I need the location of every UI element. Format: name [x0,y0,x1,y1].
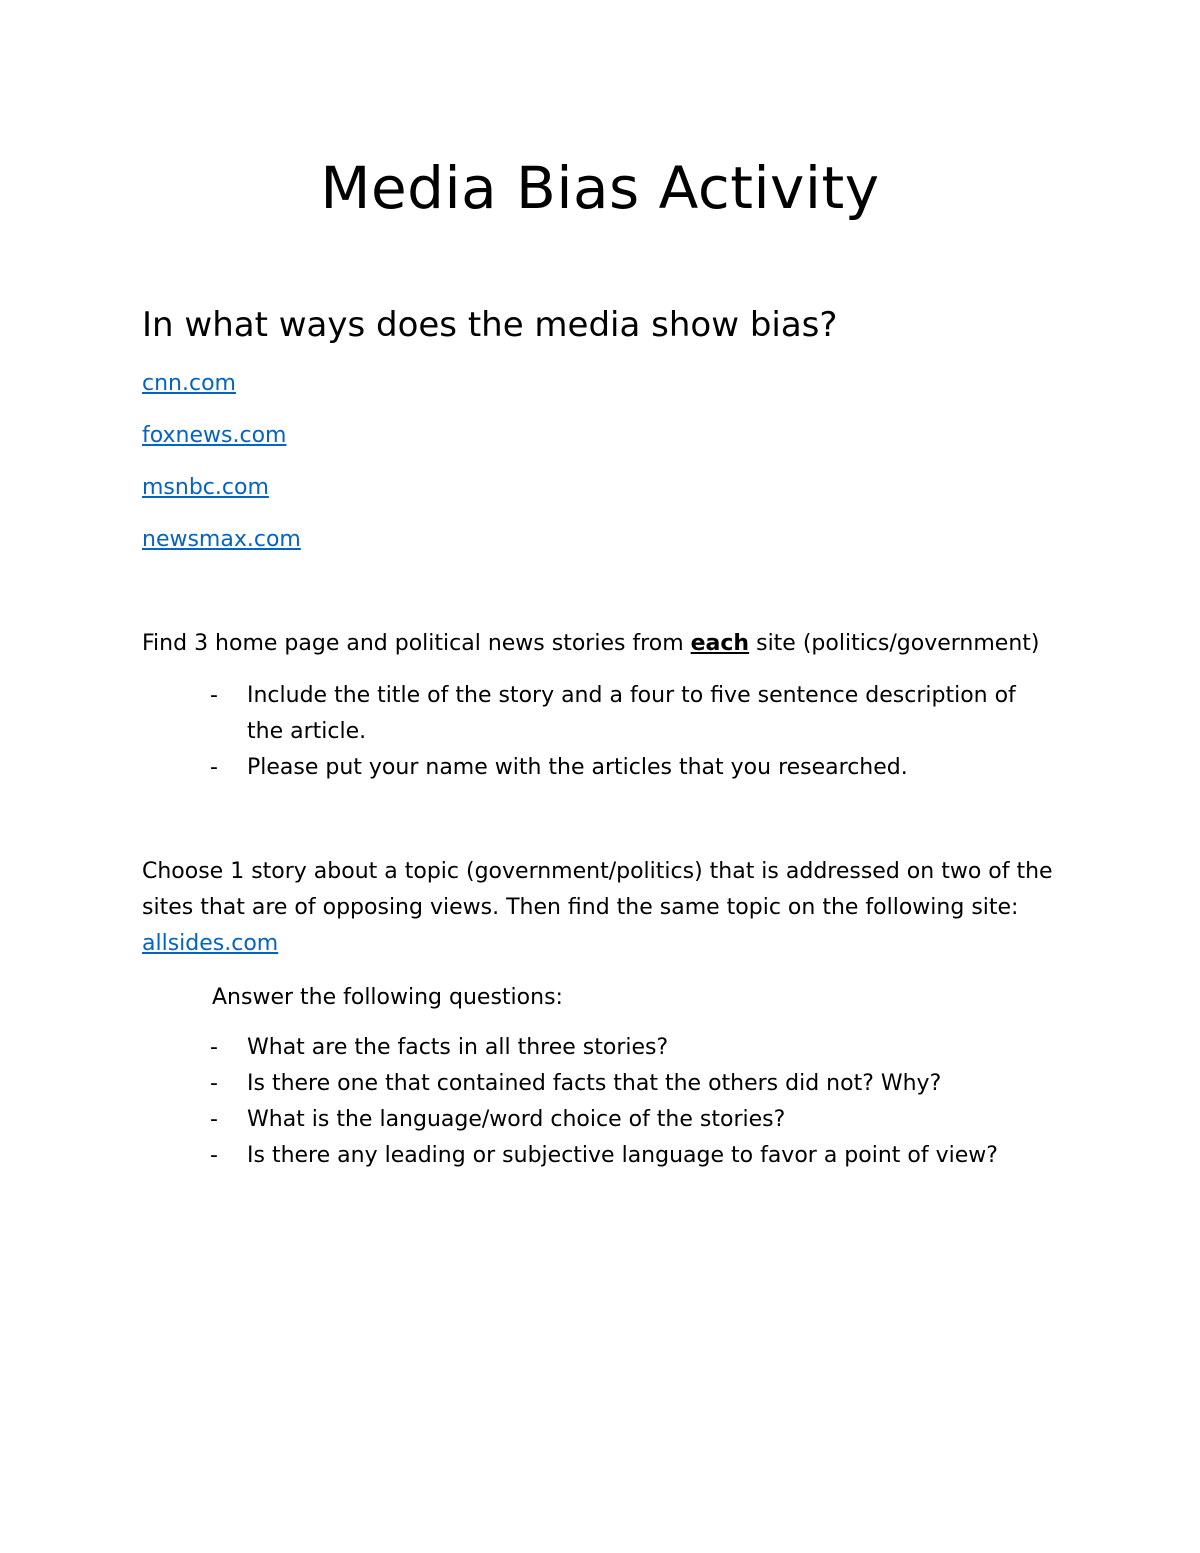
link-msnbc[interactable]: msnbc.com [142,475,269,500]
questions-list [210,1030,1050,1174]
task-find-emphasis: each [690,631,750,656]
answer-intro: Answer the following questions: [212,985,563,1010]
bullet-text: Please put your name with the articles that you researched. [247,755,908,780]
dash-bullet: - [210,1107,218,1132]
question-text: Is there one that contained facts that the others did not? Why? [247,1071,942,1096]
question-text: What are the facts in all three stories? [247,1035,669,1060]
main-question: In what ways does the media show bias? [142,305,838,345]
task-find-text-after: site (politics/government) [749,631,1040,656]
link-foxnews[interactable]: foxnews.com [142,423,287,448]
task-choose-text: Choose 1 story about a topic (government/politics) that is addressed on two of the sites that are of opposing views. Then find the same topic on the following site: [142,859,1053,920]
dash-bullet: - [210,1071,218,1096]
list-item [210,678,1050,750]
dash-bullet: - [210,1143,218,1168]
dash-bullet: - [210,1035,218,1060]
task-find-bullets [210,678,1050,786]
list-item [210,1066,1050,1102]
list-item [210,750,1050,786]
link-allsides[interactable]: allsides.com [142,931,279,956]
list-item [210,1102,1050,1138]
dash-bullet: - [210,683,218,708]
question-text: Is there any leading or subjective language to favor a point of view? [247,1143,998,1168]
link-cnn[interactable]: cnn.com [142,371,236,396]
document-title: Media Bias Activity [320,154,880,222]
list-item [210,1030,1050,1066]
task-find-stories [142,626,1062,662]
link-newsmax[interactable]: newsmax.com [142,527,301,552]
dash-bullet: - [210,755,218,780]
task-choose-story [142,854,1062,962]
list-item [210,1138,1050,1174]
task-find-text-before: Find 3 home page and political news stories from [142,631,691,656]
question-text: What is the language/word choice of the stories? [247,1107,786,1132]
bullet-text: Include the title of the story and a four to five sentence description of the article. [247,683,1016,744]
